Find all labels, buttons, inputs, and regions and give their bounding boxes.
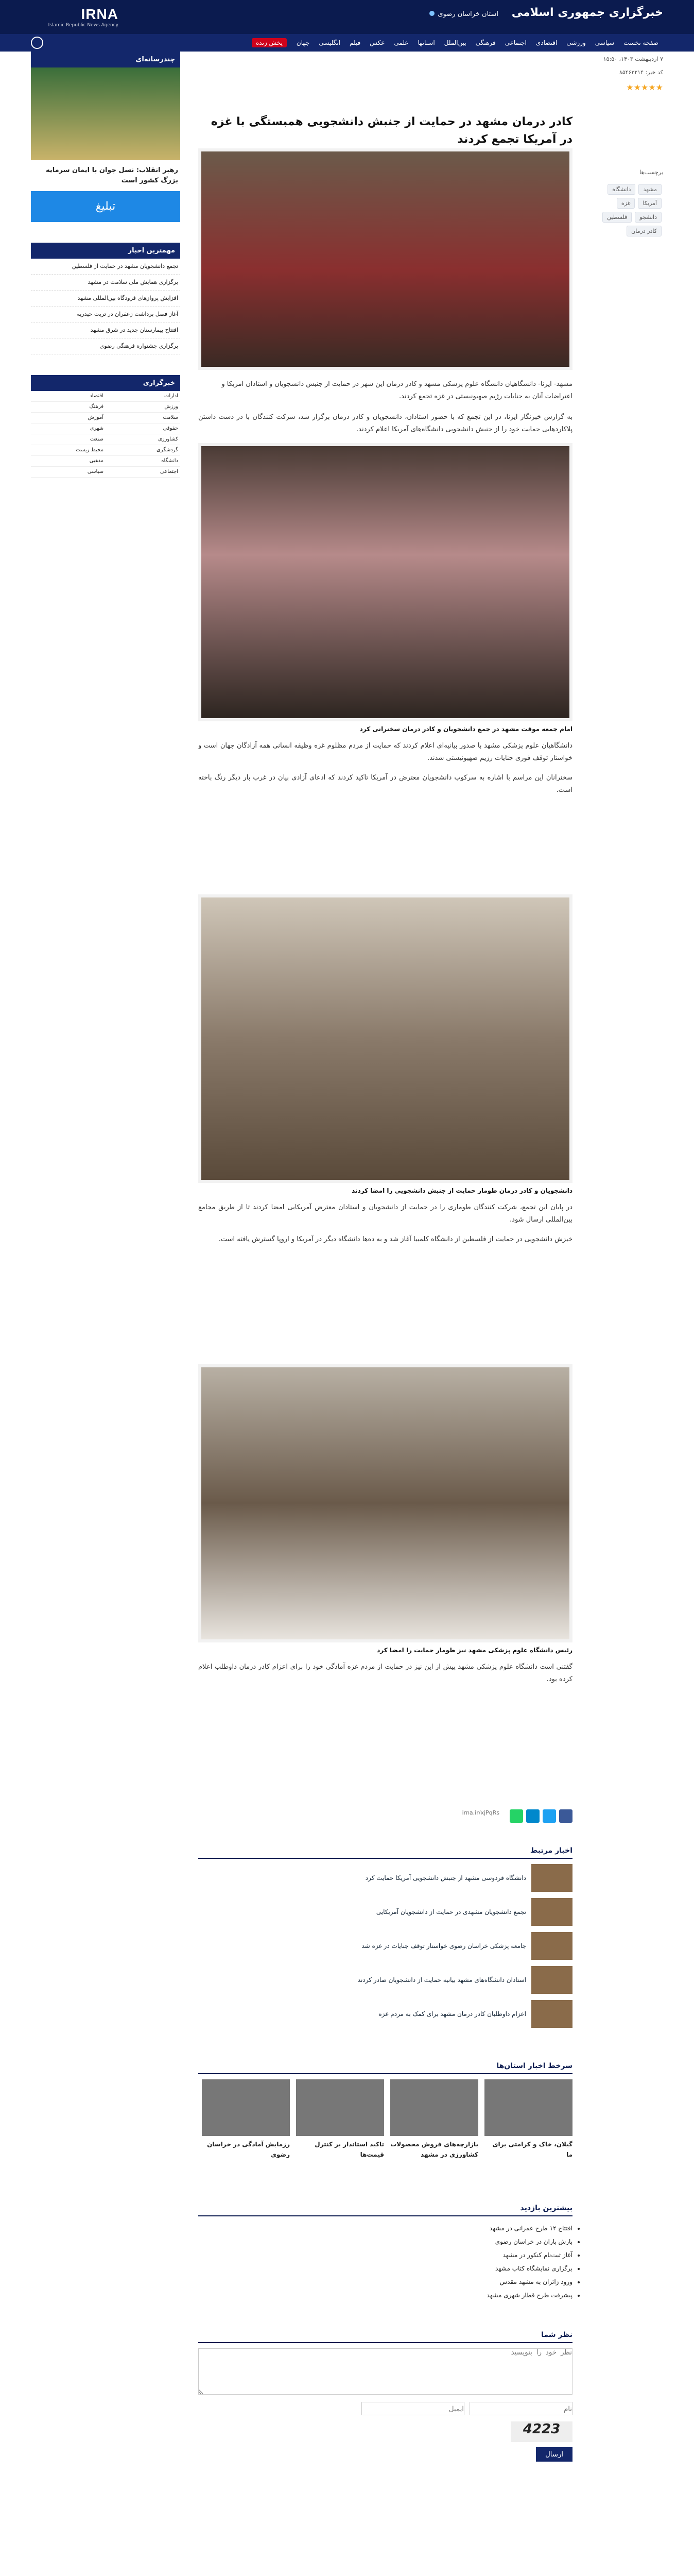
news-card[interactable] [390, 2079, 478, 2160]
tag-item[interactable]: فلسطین [602, 212, 632, 223]
most-viewed-item[interactable]: • افتتاح ۱۲ طرح عمرانی در مشهد [198, 2222, 572, 2235]
caption-1: امام جمعه موقت مشهد در جمع دانشجویان و کادر درمان سخنرانی کرد [359, 725, 572, 733]
sidebar [31, 52, 180, 487]
category-item[interactable]: گردشگری [106, 445, 180, 456]
news-card-title[interactable]: گیلان، خاک و کرامتی برای ما [492, 2141, 572, 2158]
article-para-2: دانشگاهیان علوم پزشکی مشهد با صدور بیانیه‌ای اعلام کردند که حمایت از مردم مظلوم غزه وظیفه انسانی همه آزادگان جهان است و خواستار توقف فوری جنایات رژیم صهیونیستی شدند. [198, 742, 572, 762]
article-date: ۷ اردیبهشت ۱۴۰۳، ۱۵:۵۰ [603, 56, 663, 62]
nav-item[interactable]: صفحه نخست [623, 39, 658, 46]
article-meta [586, 52, 663, 238]
category-item[interactable]: فرهنگ [31, 402, 106, 413]
logo-subtitle: Islamic Republic News Agency [48, 23, 118, 28]
category-item[interactable]: سیاسی [31, 467, 106, 478]
category-item[interactable]: حقوقی [106, 423, 180, 434]
leader-image[interactable] [31, 67, 180, 160]
nav-item[interactable]: عکس [370, 39, 385, 46]
multimedia-title: چندرسانه‌ای [31, 52, 180, 67]
caption-3: رئیس دانشگاه علوم پزشکی مشهد نیز طومار حمایت را امضا کرد [377, 1647, 572, 1654]
article [198, 52, 572, 2462]
comment-title: نظر شما [198, 2328, 572, 2343]
related-text[interactable]: جامعه پزشکی خراسان رضوی خواستار توقف جنایات در غزه شد [361, 1942, 526, 1950]
submit-button[interactable]: ارسال [536, 2447, 572, 2462]
news-card-image [202, 2079, 290, 2136]
article-title: کادر درمان مشهد در حمایت از جنبش دانشجویی همبستگی با غزه در آمریکا تجمع کردند [211, 115, 572, 146]
related-item[interactable] [198, 1864, 572, 1892]
telegram-icon[interactable] [526, 1809, 540, 1823]
related-item[interactable] [198, 1966, 572, 1994]
province-title: سرخط اخبار استان‌ها [198, 2059, 572, 2074]
tag-item[interactable]: کادر درمان [627, 226, 662, 236]
site-logo[interactable] [31, 6, 118, 29]
promo-title[interactable]: رهبر انقلاب: نسل جوان با ایمان سرمایه بزرگ کشور است [45, 166, 178, 184]
category-item[interactable]: اقتصاد [31, 391, 106, 402]
most-viewed-item[interactable]: • آغاز ثبت‌نام کنکور در مشهد [198, 2248, 572, 2262]
article-para-6: گفتنی است دانشگاه علوم پزشکی مشهد پیش از این نیز در حمایت از مردم غزه آمادگی خود را برای اعزام کادر درمان داوطلب اعلام کرده بود. [198, 1663, 572, 1683]
multimedia-box [31, 52, 180, 222]
tags-title: برچسب‌ها [639, 169, 663, 176]
article-para-5: خیزش دانشجویی در حمایت از فلسطین از دانشگاه کلمبیا آغاز شد و به ده‌ها دانشگاه دیگر در آمریکا و اروپا گسترش یافته است. [218, 1235, 572, 1243]
whatsapp-icon[interactable] [510, 1809, 523, 1823]
categories-box [31, 375, 180, 478]
most-viewed-item[interactable]: • ورود زائران به مشهد مقدس [198, 2275, 572, 2289]
category-item[interactable]: آموزش [31, 413, 106, 423]
province-news [198, 2059, 572, 2160]
nav-item[interactable]: استانها [418, 39, 435, 46]
comment-box [198, 2328, 572, 2462]
top-news-title: مهمترین اخبار [31, 243, 180, 259]
related-item[interactable] [198, 1898, 572, 1926]
related-text[interactable]: دانشگاه فردوسی مشهد از جنبش دانشجویی آمریکا حمایت کرد [365, 1874, 526, 1882]
category-item[interactable]: اجتماعی [106, 467, 180, 478]
nav-item[interactable]: ورزشی [566, 39, 586, 46]
related-text[interactable]: استادان دانشگاه‌های مشهد بیانیه حمایت از دانشجویان صادر کردند [357, 1976, 526, 1984]
categories-title: خبرگزاری [31, 375, 180, 391]
news-card-image [296, 2079, 384, 2136]
nav-item[interactable]: فرهنگی [475, 39, 496, 46]
nav-item[interactable]: علمی [394, 39, 409, 46]
nav-item[interactable]: فیلم [349, 39, 361, 46]
share-bar [198, 1809, 572, 1823]
related-title: اخبار مرتبط [198, 1843, 572, 1859]
facebook-icon[interactable] [559, 1809, 572, 1823]
news-card-title[interactable]: تاکید استاندار بر کنترل قیمت‌ها [315, 2141, 384, 2158]
top-news-item[interactable]: تجمع دانشجویان مشهد در حمایت از فلسطین [31, 259, 180, 275]
most-viewed-title: بیشترین بازدید [198, 2201, 572, 2216]
related-text[interactable]: تجمع دانشجویان مشهدی در حمایت از دانشجویان آمریکایی [376, 1908, 526, 1916]
related-thumb [531, 1898, 572, 1926]
twitter-icon[interactable] [543, 1809, 556, 1823]
related-thumb [531, 1932, 572, 1960]
top-header [0, 0, 694, 34]
article-lead: مشهد- ایرنا- دانشگاهیان دانشگاه علوم پزشکی مشهد و کادر درمان این شهر در حمایت از جنبش دانشجویان و استادان امریکا و اعتراضات آنان به جنایات رژیم صهیونیستی در غزه تجمع کردند. [221, 380, 572, 400]
tag-item[interactable]: دانشگاه [608, 184, 635, 195]
site-title[interactable]: خبرگزاری جمهوری اسلامی [511, 6, 663, 19]
category-item[interactable]: ادارات [106, 391, 180, 402]
related-item[interactable] [198, 1932, 572, 1960]
top-news-item[interactable]: افتتاح بیمارستان جدید در شرق مشهد [31, 323, 180, 338]
top-news-box [31, 243, 180, 354]
category-item[interactable]: محیط زیست [31, 445, 106, 456]
top-news-item[interactable]: برگزاری همایش ملی سلامت در مشهد [31, 275, 180, 291]
nav-item[interactable]: جهان [296, 39, 310, 46]
article-image-main [198, 148, 572, 370]
news-card[interactable] [296, 2079, 384, 2160]
most-viewed-item[interactable]: • برگزاری نمایشگاه کتاب مشهد [198, 2262, 572, 2275]
related-thumb [531, 1864, 572, 1892]
nav-item[interactable]: اقتصادی [535, 39, 558, 46]
caption-2: دانشجویان و کادر درمان طومار حمایت از جنبش دانشجویی را امضا کردند [352, 1187, 572, 1194]
most-viewed [198, 2201, 572, 2302]
news-card-image [390, 2079, 478, 2136]
news-card-image [484, 2079, 572, 2136]
nav-item[interactable]: سیاسی [595, 39, 615, 46]
news-card-title[interactable]: بازارچه‌های فروش محصولات کشاورزی در مشهد [390, 2141, 478, 2158]
logo-text: IRNA [81, 6, 118, 22]
tag-item[interactable]: آمریکا [638, 198, 662, 209]
nav-item[interactable]: اجتماعی [505, 39, 527, 46]
category-item[interactable]: کشاورزی [106, 434, 180, 445]
article-image-2 [198, 443, 572, 721]
top-news-item[interactable]: افزایش پروازهای فرودگاه بین‌المللی مشهد [31, 291, 180, 307]
top-news-item[interactable]: آغاز فصل برداشت زعفران در تربت حیدریه [31, 307, 180, 323]
article-image-3 [198, 894, 572, 1183]
news-card[interactable] [484, 2079, 572, 2160]
category-item[interactable]: دانشگاه [106, 456, 180, 467]
most-viewed-item[interactable]: • بارش باران در خراسان رضوی [198, 2235, 572, 2248]
tag-item[interactable]: غزه [617, 198, 635, 209]
related-text[interactable]: اعزام داوطلبان کادر درمان مشهد برای کمک به مردم غزه [378, 2010, 526, 2018]
category-item[interactable]: صنعت [31, 434, 106, 445]
related-item[interactable] [198, 2000, 572, 2028]
article-para-3: سخنرانان این مراسم با اشاره به سرکوب دانشجویان معترض در آمریکا تاکید کردند که ادعای آزادی بیان در غرب بار دیگر رنگ باخته است. [198, 774, 572, 794]
related-thumb [531, 2000, 572, 2028]
comment-textarea[interactable] [198, 2348, 572, 2395]
captcha-image: 4223 [511, 2421, 572, 2442]
article-para-4: در پایان این تجمع، شرکت کنندگان طوماری را در حمایت از دانشجویان و استادان معترض آمریکایی امضا کردند تا از طریق مجامع بین‌المللی ارسال شود. [198, 1204, 572, 1224]
category-item[interactable]: سلامت [106, 413, 180, 423]
nav-item[interactable]: انگلیسی [319, 39, 340, 46]
category-item[interactable]: ورزش [106, 402, 180, 413]
tag-item[interactable]: مشهد [638, 184, 662, 195]
tag-item[interactable]: دانشجو [635, 212, 662, 223]
rating-stars[interactable]: ★★★★★ [626, 82, 663, 92]
news-card[interactable] [202, 2079, 290, 2160]
category-item[interactable]: شهری [31, 423, 106, 434]
name-input[interactable] [470, 2402, 572, 2415]
article-code: کد خبر: ۸۵۴۶۳۲۱۴ [619, 69, 663, 76]
article-para-1: به گزارش خبرنگار ایرنا، در این تجمع که با حضور استادان، دانشجویان و کادر درمان برگزار شد، شرکت کنندگان با در دست داشتن پلاکاردهایی حمایت خود را از جنبش دانشجویی دانشگاه‌های آمریکا اعلام کردند. [198, 413, 572, 433]
article-image-4 [198, 1364, 572, 1642]
news-card-title[interactable]: رزمایش آمادگی در خراسان رضوی [207, 2141, 290, 2158]
nav-item[interactable]: بین‌الملل [444, 39, 466, 46]
category-item[interactable]: مذهبی [31, 456, 106, 467]
ad-banner[interactable]: تبلیغ [31, 191, 180, 222]
related-news [198, 1843, 572, 2028]
live-button[interactable]: پخش زنده [252, 38, 287, 47]
short-link[interactable]: irna.ir/xjPqRs [462, 1809, 499, 1816]
search-icon[interactable] [31, 37, 43, 49]
region-label[interactable]: استان خراسان رضوی [429, 10, 498, 18]
email-input[interactable] [361, 2402, 464, 2415]
tags-list [586, 182, 663, 238]
related-thumb [531, 1966, 572, 1994]
main-nav [0, 34, 694, 52]
top-news-item[interactable]: برگزاری جشنواره فرهنگی رضوی [31, 338, 180, 354]
most-viewed-item[interactable]: • پیشرفت طرح قطار شهری مشهد [198, 2289, 572, 2302]
